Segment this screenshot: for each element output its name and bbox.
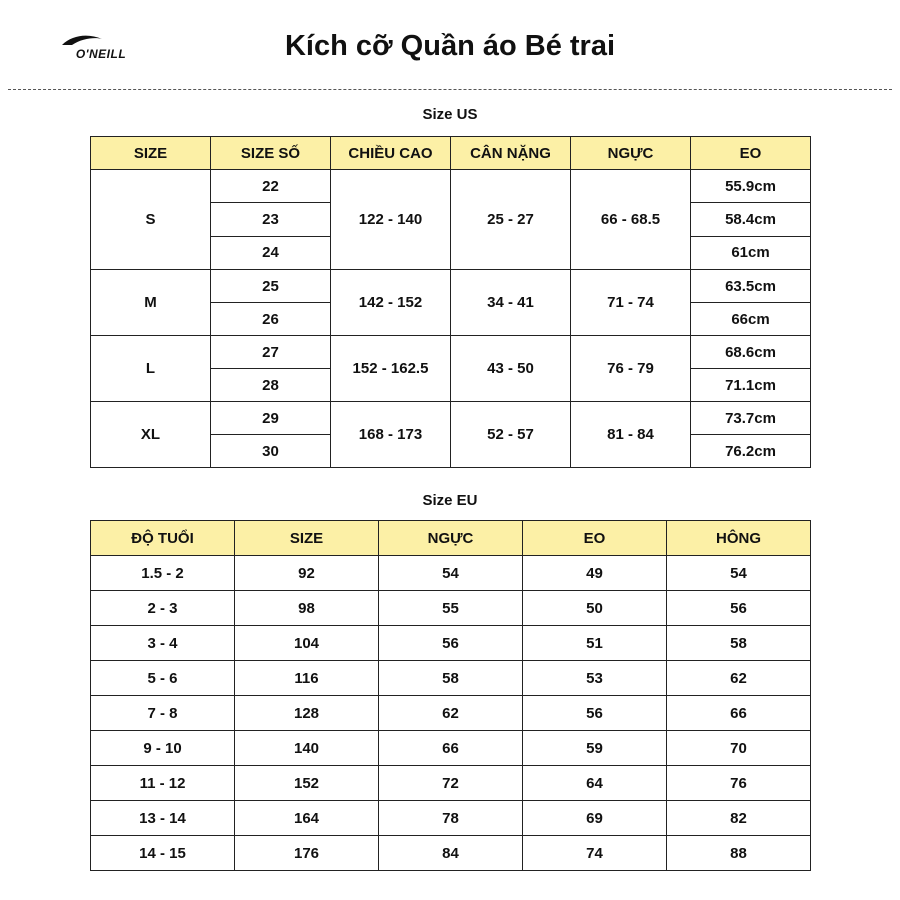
waist-cell: 53: [523, 661, 667, 696]
table-row: [91, 402, 811, 435]
hip-cell: 82: [667, 801, 811, 836]
table-row: [91, 591, 811, 626]
hip-cell: 62: [667, 661, 811, 696]
size-cell: 152: [235, 766, 379, 801]
eu-header-cell: EO: [523, 521, 667, 556]
size-number-cell: 28: [211, 369, 331, 402]
table-row: [91, 696, 811, 731]
size-cell: 104: [235, 626, 379, 661]
size-cell: 92: [235, 556, 379, 591]
size-cell: 128: [235, 696, 379, 731]
table-row: [91, 836, 811, 871]
age-cell: 14 - 15: [91, 836, 235, 871]
size-number-cell: 23: [211, 203, 331, 236]
waist-cell: 64: [523, 766, 667, 801]
weight-cell: 52 - 57: [451, 402, 571, 468]
size-number-cell: 26: [211, 303, 331, 336]
height-cell: 122 - 140: [331, 170, 451, 270]
age-cell: 5 - 6: [91, 661, 235, 696]
height-cell: 152 - 162.5: [331, 336, 451, 402]
size-number-cell: 25: [211, 270, 331, 303]
chest-cell: 72: [379, 766, 523, 801]
dashed-divider: [8, 89, 892, 90]
size-cell: 164: [235, 801, 379, 836]
waist-cell: 50: [523, 591, 667, 626]
waist-cell: 71.1cm: [691, 369, 811, 402]
chest-cell: 58: [379, 661, 523, 696]
hip-cell: 88: [667, 836, 811, 871]
age-cell: 2 - 3: [91, 591, 235, 626]
size-cell: XL: [91, 402, 211, 468]
waist-cell: 58.4cm: [691, 203, 811, 236]
us-header-row: [91, 137, 811, 170]
table-row: [91, 170, 811, 203]
chest-cell: 54: [379, 556, 523, 591]
table-row: [91, 626, 811, 661]
waist-cell: 51: [523, 626, 667, 661]
size-cell: L: [91, 336, 211, 402]
age-cell: 9 - 10: [91, 731, 235, 766]
us-header-cell: CHIỀU CAO: [331, 137, 451, 170]
size-cell: 116: [235, 661, 379, 696]
size-number-cell: 22: [211, 170, 331, 203]
chest-cell: 66: [379, 731, 523, 766]
size-cell: 140: [235, 731, 379, 766]
us-header-cell: SIZE: [91, 137, 211, 170]
chest-cell: 78: [379, 801, 523, 836]
us-size-table: [90, 136, 811, 468]
table-row: [91, 270, 811, 303]
eu-header-cell: SIZE: [235, 521, 379, 556]
us-header-cell: SIZE SỐ: [211, 137, 331, 170]
us-header-cell: CÂN NẶNG: [451, 137, 571, 170]
us-header-cell: EO: [691, 137, 811, 170]
eu-header-cell: HÔNG: [667, 521, 811, 556]
waist-cell: 55.9cm: [691, 170, 811, 203]
chest-cell: 81 - 84: [571, 402, 691, 468]
brand-name: O'NEILL: [75, 47, 127, 61]
table-row: [91, 731, 811, 766]
age-cell: 13 - 14: [91, 801, 235, 836]
weight-cell: 34 - 41: [451, 270, 571, 336]
height-cell: 168 - 173: [331, 402, 451, 468]
waist-cell: 66cm: [691, 303, 811, 336]
eu-size-table: [90, 520, 811, 871]
size-cell: M: [91, 270, 211, 336]
waist-cell: 68.6cm: [691, 336, 811, 369]
hip-cell: 58: [667, 626, 811, 661]
waist-cell: 73.7cm: [691, 402, 811, 435]
waist-cell: 63.5cm: [691, 270, 811, 303]
us-table-caption: Size US: [422, 106, 478, 123]
table-row: [91, 766, 811, 801]
hip-cell: 56: [667, 591, 811, 626]
waist-cell: 49: [523, 556, 667, 591]
weight-cell: 25 - 27: [451, 170, 571, 270]
chest-cell: 71 - 74: [571, 270, 691, 336]
chest-cell: 76 - 79: [571, 336, 691, 402]
hip-cell: 54: [667, 556, 811, 591]
age-cell: 1.5 - 2: [91, 556, 235, 591]
eu-header-cell: ĐỘ TUỔI: [91, 521, 235, 556]
waist-cell: 61cm: [691, 236, 811, 269]
waist-cell: 76.2cm: [691, 435, 811, 468]
weight-cell: 43 - 50: [451, 336, 571, 402]
chest-cell: 84: [379, 836, 523, 871]
size-number-cell: 24: [211, 236, 331, 269]
chest-cell: 62: [379, 696, 523, 731]
table-row: [91, 556, 811, 591]
chest-cell: 66 - 68.5: [571, 170, 691, 270]
size-number-cell: 30: [211, 435, 331, 468]
eu-header-row: [91, 521, 811, 556]
chest-cell: 55: [379, 591, 523, 626]
waist-cell: 69: [523, 801, 667, 836]
height-cell: 142 - 152: [331, 270, 451, 336]
table-row: [91, 336, 811, 369]
size-cell: 98: [235, 591, 379, 626]
size-number-cell: 27: [211, 336, 331, 369]
hip-cell: 70: [667, 731, 811, 766]
hip-cell: 66: [667, 696, 811, 731]
table-row: [91, 801, 811, 836]
age-cell: 3 - 4: [91, 626, 235, 661]
size-cell: S: [91, 170, 211, 270]
waist-cell: 74: [523, 836, 667, 871]
size-cell: 176: [235, 836, 379, 871]
age-cell: 7 - 8: [91, 696, 235, 731]
waist-cell: 56: [523, 696, 667, 731]
chest-cell: 56: [379, 626, 523, 661]
us-header-cell: NGỰC: [571, 137, 691, 170]
page-title: Kích cỡ Quần áo Bé trai: [284, 30, 616, 62]
age-cell: 11 - 12: [91, 766, 235, 801]
size-number-cell: 29: [211, 402, 331, 435]
eu-table-caption: Size EU: [422, 492, 478, 509]
hip-cell: 76: [667, 766, 811, 801]
eu-header-cell: NGỰC: [379, 521, 523, 556]
table-row: [91, 661, 811, 696]
waist-cell: 59: [523, 731, 667, 766]
